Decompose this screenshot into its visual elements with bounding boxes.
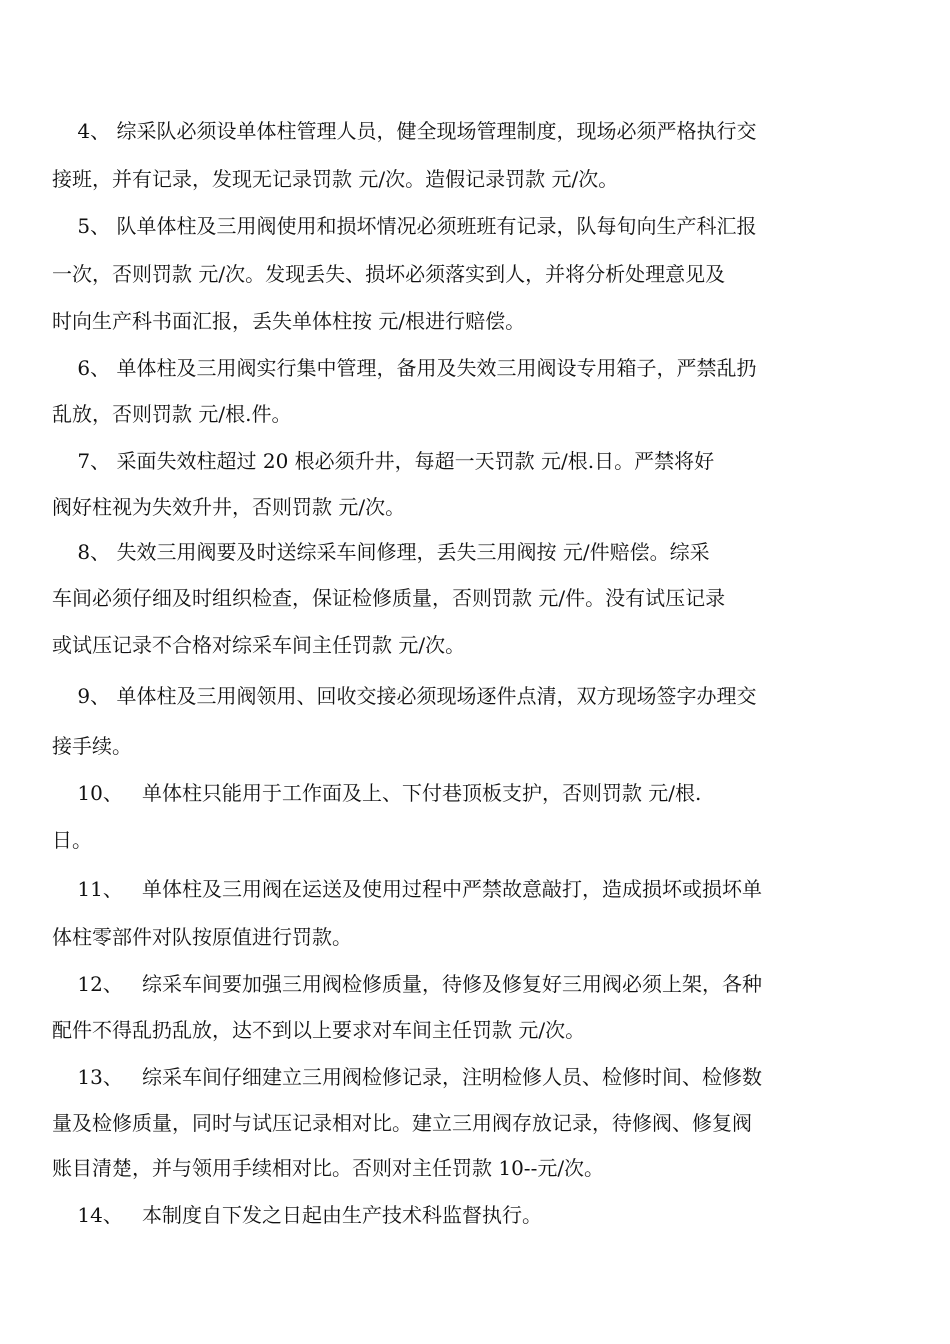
paragraph-5-line-3: 时向生产科书面汇报，丢失单体柱按 元/根进行赔偿。	[52, 309, 526, 333]
paragraph-10-line-2: 日。	[52, 828, 92, 852]
paragraph-13-line-3: 账目清楚，并与领用手续相对比。否则对主任罚款 10--元/次。	[52, 1156, 605, 1180]
paragraph-4-line-1: 4、 综采队必须设单体柱管理人员，健全现场管理制度，现场必须严格执行交	[52, 119, 757, 143]
paragraph-5-line-1: 5、 队单体柱及三用阀使用和损坏情况必须班班有记录，队每旬向生产科汇报	[52, 214, 757, 238]
paragraph-7-line-1: 7、 采面失效柱超过 20 根必须升井，每超一天罚款 元/根.日。严禁将好	[52, 449, 715, 473]
paragraph-9-line-2: 接手续。	[52, 734, 132, 758]
paragraph-5-line-2: 一次，否则罚款 元/次。发现丢失、损坏必须落实到人，并将分析处理意见及	[52, 262, 726, 286]
paragraph-6-line-2: 乱放，否则罚款 元/根.件。	[52, 402, 292, 426]
paragraph-14-line-1: 14、 本制度自下发之日起由生产技术科监督执行。	[52, 1203, 542, 1227]
paragraph-11-line-2: 体柱零部件对队按原值进行罚款。	[52, 925, 352, 949]
paragraph-9-line-1: 9、 单体柱及三用阀领用、回收交接必须现场逐件点清，双方现场签字办理交	[52, 684, 757, 708]
paragraph-7-line-2: 阀好柱视为失效升井，否则罚款 元/次。	[52, 495, 406, 519]
paragraph-10-line-1: 10、 单体柱只能用于工作面及上、下付巷顶板支护，否则罚款 元/根.	[52, 781, 702, 805]
paragraph-8-line-3: 或试压记录不合格对综采车间主任罚款 元/次。	[52, 633, 466, 657]
paragraph-8-line-2: 车间必须仔细及时组织检查，保证检修质量，否则罚款 元/件。没有试压记录	[52, 586, 726, 610]
paragraph-13-line-2: 量及检修质量，同时与试压记录相对比。建立三用阀存放记录，待修阀、修复阀	[52, 1111, 752, 1135]
paragraph-8-line-1: 8、 失效三用阀要及时送综采车间修理，丢失三用阀按 元/件赔偿。综采	[52, 540, 710, 564]
paragraph-13-line-1: 13、 综采车间仔细建立三用阀检修记录，注明检修人员、检修时间、检修数	[52, 1065, 762, 1089]
paragraph-12-line-1: 12、 综采车间要加强三用阀检修质量，待修及修复好三用阀必须上架，各种	[52, 972, 762, 996]
paragraph-12-line-2: 配件不得乱扔乱放，达不到以上要求对车间主任罚款 元/次。	[52, 1018, 586, 1042]
paragraph-11-line-1: 11、 单体柱及三用阀在运送及使用过程中严禁故意敲打，造成损坏或损坏单	[52, 877, 762, 901]
paragraph-6-line-1: 6、 单体柱及三用阀实行集中管理，备用及失效三用阀设专用箱子，严禁乱扔	[52, 356, 757, 380]
paragraph-4-line-2: 接班，并有记录，发现无记录罚款 元/次。造假记录罚款 元/次。	[52, 167, 619, 191]
